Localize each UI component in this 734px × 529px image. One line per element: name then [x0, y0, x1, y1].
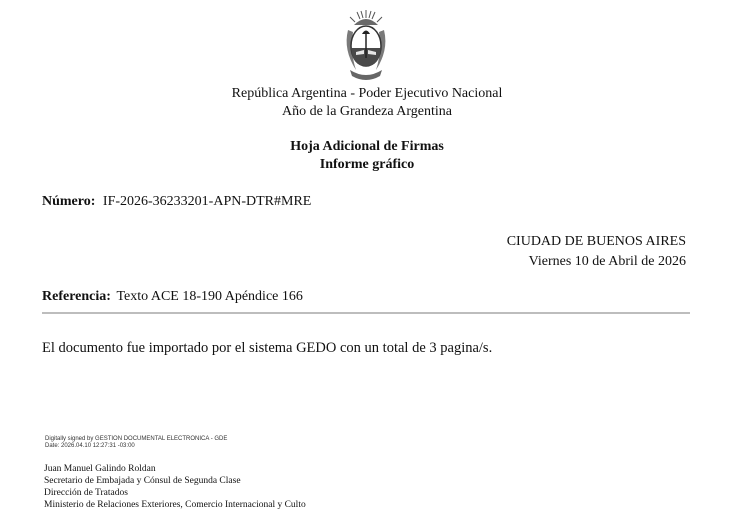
- referencia-label: Referencia:: [42, 289, 111, 304]
- signer-role: Secretario de Embajada y Cónsul de Segunda Clase: [44, 476, 241, 486]
- body-text: El documento fue importado por el sistema GEDO con un total de 3 pagina/s.: [42, 340, 493, 356]
- numero-row: [42, 193, 311, 211]
- document-title: Hoja Adicional de Firmas: [290, 139, 444, 154]
- signature-date: Date: 2026.04.10 12:27:31 -03:00: [45, 443, 135, 449]
- city: CIUDAD DE BUENOS AIRES: [506, 234, 686, 249]
- header-line-year: Año de la Grandeza Argentina: [281, 104, 452, 119]
- date: Viernes 10 de Abril de 2026: [528, 254, 686, 269]
- referencia-row: [42, 288, 303, 306]
- digital-signature-line: Digitally signed by GESTION DOCUMENTAL ELECTRONICA - GDE: [45, 436, 228, 442]
- argentina-coat-of-arms-icon: [340, 8, 392, 82]
- divider: [42, 312, 690, 314]
- signer-office: Dirección de Tratados: [44, 488, 128, 498]
- signer-name: Juan Manuel Galindo Roldan: [44, 464, 156, 474]
- numero-label: Número:: [42, 194, 96, 209]
- numero-value: IF-2026-36233201-APN-DTR#MRE: [102, 194, 312, 209]
- signer-ministry: Ministerio de Relaciones Exteriores, Comercio Internacional y Culto: [44, 500, 306, 510]
- document-subtitle: Informe gráfico: [319, 157, 415, 172]
- referencia-value: Texto ACE 18-190 Apéndice 166: [116, 289, 303, 304]
- header-line-republic: República Argentina - Poder Ejecutivo Nacional: [231, 86, 503, 101]
